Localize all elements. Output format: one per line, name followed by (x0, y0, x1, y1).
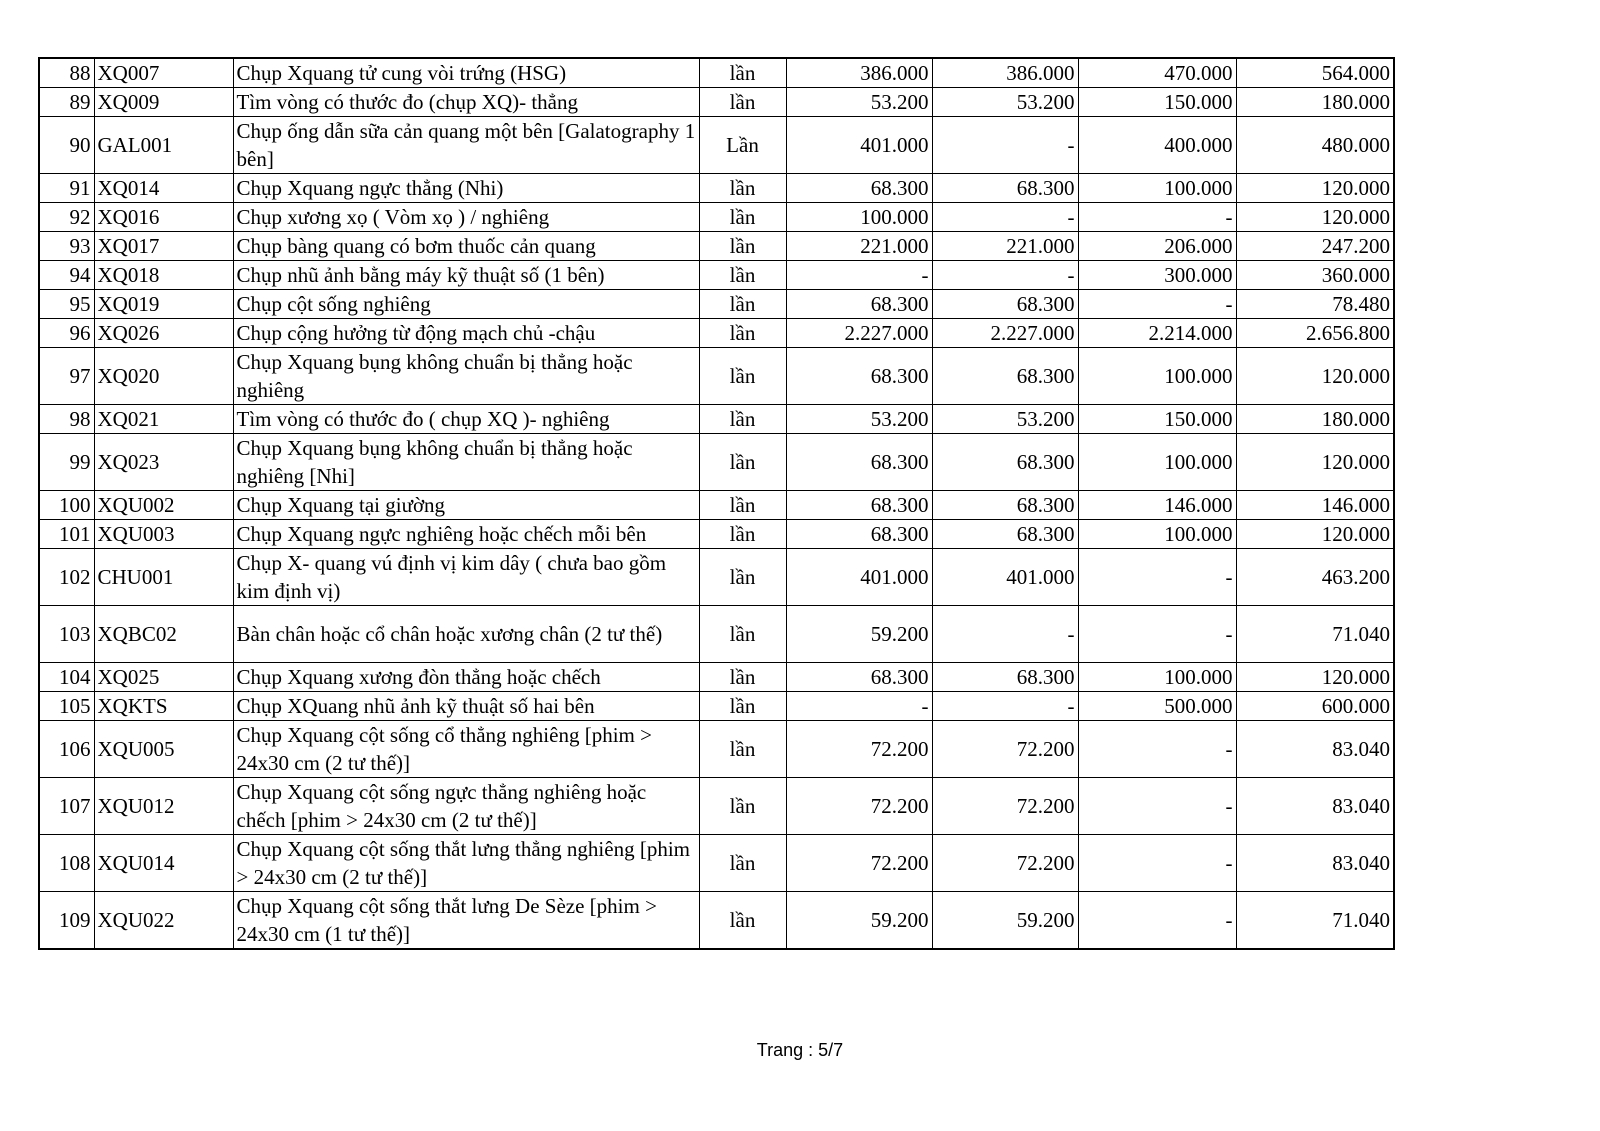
price-table (38, 57, 1395, 950)
price-cell-2: 72.200 (932, 778, 1078, 835)
unit-cell: lần (699, 491, 786, 520)
price-cell-1: 401.000 (786, 549, 932, 606)
price-cell-1: 2.227.000 (786, 319, 932, 348)
row-number: 93 (39, 232, 94, 261)
table-row (39, 232, 1394, 261)
price-cell-3: - (1078, 203, 1236, 232)
price-cell-1: 72.200 (786, 721, 932, 778)
service-code: XQ009 (94, 88, 233, 117)
table-row (39, 434, 1394, 491)
table-row (39, 778, 1394, 835)
table-row (39, 405, 1394, 434)
price-cell-1: 386.000 (786, 58, 932, 88)
row-number: 106 (39, 721, 94, 778)
service-name: Chụp Xquang cột sống ngực thẳng nghiêng hoặc chếch [phim > 24x30 cm (2 tư thế)] (233, 778, 699, 835)
row-number: 92 (39, 203, 94, 232)
price-cell-2: 401.000 (932, 549, 1078, 606)
row-number: 88 (39, 58, 94, 88)
price-cell-3: - (1078, 778, 1236, 835)
price-cell-3: 2.214.000 (1078, 319, 1236, 348)
service-name: Chụp Xquang cột sống thắt lưng thẳng nghiêng [phim > 24x30 cm (2 tư thế)] (233, 835, 699, 892)
price-cell-1: 68.300 (786, 174, 932, 203)
price-cell-1: 68.300 (786, 348, 932, 405)
table-row (39, 88, 1394, 117)
unit-cell: lần (699, 721, 786, 778)
service-name: Chụp cộng hưởng từ động mạch chủ -chậu (233, 319, 699, 348)
unit-cell: lần (699, 549, 786, 606)
service-code: XQ025 (94, 663, 233, 692)
row-number: 107 (39, 778, 94, 835)
service-code: XQ019 (94, 290, 233, 319)
price-cell-4: 146.000 (1236, 491, 1394, 520)
service-code: XQ014 (94, 174, 233, 203)
price-cell-4: 247.200 (1236, 232, 1394, 261)
price-cell-2: 386.000 (932, 58, 1078, 88)
row-number: 95 (39, 290, 94, 319)
price-cell-4: 78.480 (1236, 290, 1394, 319)
price-cell-3: - (1078, 835, 1236, 892)
price-cell-3: 100.000 (1078, 174, 1236, 203)
service-code: XQ016 (94, 203, 233, 232)
unit-cell: lần (699, 58, 786, 88)
price-cell-2: 2.227.000 (932, 319, 1078, 348)
table-row (39, 835, 1394, 892)
price-cell-2: 68.300 (932, 491, 1078, 520)
price-cell-2: 68.300 (932, 663, 1078, 692)
service-code: XQ021 (94, 405, 233, 434)
table-row (39, 319, 1394, 348)
price-cell-1: 401.000 (786, 117, 932, 174)
unit-cell: lần (699, 778, 786, 835)
table-row (39, 58, 1394, 88)
table-row (39, 117, 1394, 174)
price-cell-2: 59.200 (932, 892, 1078, 950)
price-cell-2: 68.300 (932, 434, 1078, 491)
service-code: XQ026 (94, 319, 233, 348)
price-table-container (38, 57, 1395, 950)
table-row (39, 892, 1394, 950)
price-cell-4: 120.000 (1236, 348, 1394, 405)
service-code: XQU005 (94, 721, 233, 778)
unit-cell: lần (699, 405, 786, 434)
service-name: Chụp nhũ ảnh bằng máy kỹ thuật số (1 bên) (233, 261, 699, 290)
service-name: Tìm vòng có thước đo (chụp XQ)- thẳng (233, 88, 699, 117)
price-cell-3: 146.000 (1078, 491, 1236, 520)
service-name: Chụp XQuang nhũ ảnh kỹ thuật số hai bên (233, 692, 699, 721)
price-cell-3: 470.000 (1078, 58, 1236, 88)
service-code: XQ020 (94, 348, 233, 405)
service-code: XQ018 (94, 261, 233, 290)
row-number: 99 (39, 434, 94, 491)
row-number: 89 (39, 88, 94, 117)
price-cell-3: - (1078, 892, 1236, 950)
service-name: Chụp Xquang ngực thẳng (Nhi) (233, 174, 699, 203)
row-number: 90 (39, 117, 94, 174)
price-cell-2: 68.300 (932, 174, 1078, 203)
price-cell-3: 300.000 (1078, 261, 1236, 290)
row-number: 105 (39, 692, 94, 721)
unit-cell: lần (699, 663, 786, 692)
price-cell-2: 53.200 (932, 88, 1078, 117)
price-cell-3: 150.000 (1078, 88, 1236, 117)
row-number: 108 (39, 835, 94, 892)
price-cell-2: - (932, 692, 1078, 721)
price-cell-4: 180.000 (1236, 405, 1394, 434)
table-row (39, 606, 1394, 663)
price-cell-2: 72.200 (932, 835, 1078, 892)
unit-cell: lần (699, 261, 786, 290)
service-name: Chụp cột sống nghiêng (233, 290, 699, 319)
service-code: XQ017 (94, 232, 233, 261)
row-number: 97 (39, 348, 94, 405)
price-cell-1: 68.300 (786, 290, 932, 319)
price-cell-3: 150.000 (1078, 405, 1236, 434)
service-code: XQKTS (94, 692, 233, 721)
service-name: Chụp Xquang bụng không chuẩn bị thẳng hoặc nghiêng (233, 348, 699, 405)
service-name: Chụp bàng quang có bơm thuốc cản quang (233, 232, 699, 261)
service-name: Chụp Xquang tử cung vòi trứng (HSG) (233, 58, 699, 88)
service-code: XQU003 (94, 520, 233, 549)
price-cell-2: 68.300 (932, 520, 1078, 549)
table-row (39, 174, 1394, 203)
price-cell-3: - (1078, 549, 1236, 606)
table-row (39, 721, 1394, 778)
price-cell-2: 72.200 (932, 721, 1078, 778)
service-code: XQU012 (94, 778, 233, 835)
price-cell-2: - (932, 117, 1078, 174)
price-cell-3: 400.000 (1078, 117, 1236, 174)
price-cell-3: 100.000 (1078, 520, 1236, 549)
unit-cell: lần (699, 606, 786, 663)
service-code: GAL001 (94, 117, 233, 174)
price-cell-1: 72.200 (786, 778, 932, 835)
price-cell-2: - (932, 606, 1078, 663)
service-name: Chụp Xquang ngực nghiêng hoặc chếch mỗi bên (233, 520, 699, 549)
unit-cell: lần (699, 835, 786, 892)
service-code: CHU001 (94, 549, 233, 606)
price-cell-3: 100.000 (1078, 663, 1236, 692)
service-name: Bàn chân hoặc cổ chân hoặc xương chân (2 tư thế) (233, 606, 699, 663)
price-cell-4: 564.000 (1236, 58, 1394, 88)
row-number: 102 (39, 549, 94, 606)
row-number: 103 (39, 606, 94, 663)
service-code: XQU002 (94, 491, 233, 520)
price-cell-4: 71.040 (1236, 892, 1394, 950)
price-cell-4: 120.000 (1236, 174, 1394, 203)
price-cell-2: - (932, 261, 1078, 290)
price-cell-1: 221.000 (786, 232, 932, 261)
service-name: Chụp Xquang cột sống thắt lưng De Sèze [phim > 24x30 cm (1 tư thế)] (233, 892, 699, 950)
service-name: Chụp Xquang tại giường (233, 491, 699, 520)
price-cell-3: - (1078, 606, 1236, 663)
unit-cell: lần (699, 203, 786, 232)
price-cell-4: 71.040 (1236, 606, 1394, 663)
table-row (39, 290, 1394, 319)
unit-cell: lần (699, 692, 786, 721)
page-number: Trang : 5/7 (756, 1040, 844, 1060)
service-code: XQ023 (94, 434, 233, 491)
price-cell-4: 120.000 (1236, 434, 1394, 491)
row-number: 91 (39, 174, 94, 203)
service-name: Chụp X- quang vú định vị kim dây ( chưa bao gồm kim định vị) (233, 549, 699, 606)
price-cell-4: 360.000 (1236, 261, 1394, 290)
price-cell-4: 83.040 (1236, 778, 1394, 835)
service-name: Chụp Xquang bụng không chuẩn bị thẳng hoặc nghiêng [Nhi] (233, 434, 699, 491)
service-name: Chụp ống dẫn sữa cản quang một bên [Galatography 1 bên] (233, 117, 699, 174)
table-row (39, 692, 1394, 721)
price-cell-4: 463.200 (1236, 549, 1394, 606)
service-code: XQ007 (94, 58, 233, 88)
unit-cell: lần (699, 174, 786, 203)
table-row (39, 348, 1394, 405)
service-code: XQU022 (94, 892, 233, 950)
price-cell-3: 100.000 (1078, 434, 1236, 491)
unit-cell: lần (699, 520, 786, 549)
price-cell-4: 2.656.800 (1236, 319, 1394, 348)
row-number: 104 (39, 663, 94, 692)
service-name: Chụp xương xọ ( Vòm xọ ) / nghiêng (233, 203, 699, 232)
row-number: 101 (39, 520, 94, 549)
unit-cell: lần (699, 319, 786, 348)
price-cell-2: 68.300 (932, 290, 1078, 319)
price-cell-1: 68.300 (786, 434, 932, 491)
price-cell-1: - (786, 261, 932, 290)
table-row (39, 491, 1394, 520)
service-name: Chụp Xquang xương đòn thẳng hoặc chếch (233, 663, 699, 692)
service-name: Chụp Xquang cột sống cổ thẳng nghiêng [phim > 24x30 cm (2 tư thế)] (233, 721, 699, 778)
price-cell-2: 53.200 (932, 405, 1078, 434)
row-number: 94 (39, 261, 94, 290)
unit-cell: lần (699, 434, 786, 491)
unit-cell: lần (699, 88, 786, 117)
price-cell-1: 68.300 (786, 520, 932, 549)
table-row (39, 261, 1394, 290)
price-cell-4: 83.040 (1236, 721, 1394, 778)
unit-cell: lần (699, 232, 786, 261)
price-cell-1: 53.200 (786, 88, 932, 117)
price-cell-1: 59.200 (786, 892, 932, 950)
price-cell-1: 68.300 (786, 663, 932, 692)
price-cell-4: 120.000 (1236, 520, 1394, 549)
row-number: 98 (39, 405, 94, 434)
unit-cell: lần (699, 290, 786, 319)
price-cell-2: - (932, 203, 1078, 232)
price-cell-1: - (786, 692, 932, 721)
row-number: 109 (39, 892, 94, 950)
row-number: 96 (39, 319, 94, 348)
price-cell-2: 68.300 (932, 348, 1078, 405)
unit-cell: lần (699, 892, 786, 950)
price-cell-4: 600.000 (1236, 692, 1394, 721)
price-cell-4: 480.000 (1236, 117, 1394, 174)
price-cell-3: 206.000 (1078, 232, 1236, 261)
price-cell-2: 221.000 (932, 232, 1078, 261)
price-cell-3: 100.000 (1078, 348, 1236, 405)
price-cell-4: 120.000 (1236, 663, 1394, 692)
price-cell-1: 53.200 (786, 405, 932, 434)
price-cell-4: 83.040 (1236, 835, 1394, 892)
price-cell-4: 120.000 (1236, 203, 1394, 232)
price-cell-1: 72.200 (786, 835, 932, 892)
unit-cell: Lần (699, 117, 786, 174)
table-row (39, 203, 1394, 232)
price-cell-3: - (1078, 721, 1236, 778)
row-number: 100 (39, 491, 94, 520)
price-cell-3: 500.000 (1078, 692, 1236, 721)
table-row (39, 549, 1394, 606)
unit-cell: lần (699, 348, 786, 405)
service-name: Tìm vòng có thước đo ( chụp XQ )- nghiêng (233, 405, 699, 434)
price-cell-3: - (1078, 290, 1236, 319)
price-cell-4: 180.000 (1236, 88, 1394, 117)
price-cell-1: 59.200 (786, 606, 932, 663)
table-row (39, 663, 1394, 692)
price-cell-1: 100.000 (786, 203, 932, 232)
price-cell-1: 68.300 (786, 491, 932, 520)
service-code: XQU014 (94, 835, 233, 892)
table-body (39, 58, 1394, 949)
table-row (39, 520, 1394, 549)
service-code: XQBC02 (94, 606, 233, 663)
